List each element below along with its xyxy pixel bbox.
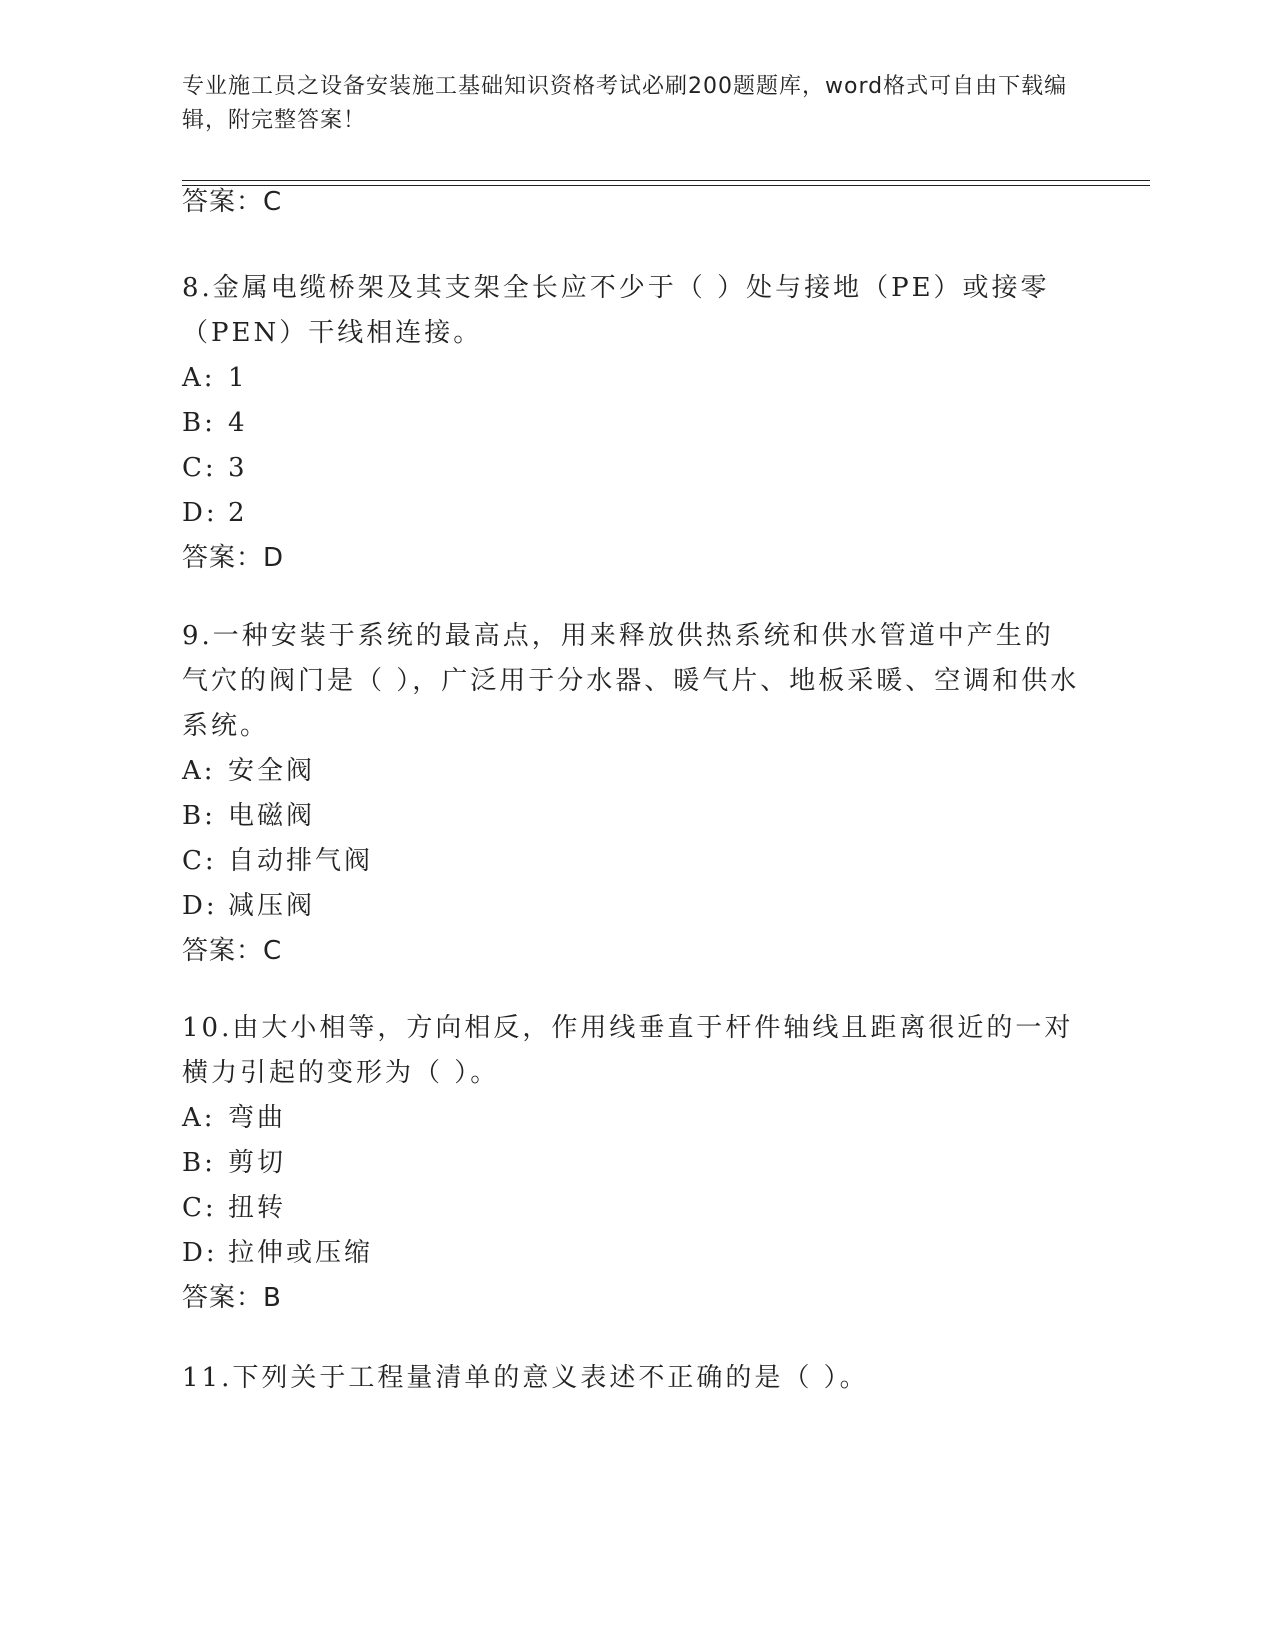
option-key: D :	[182, 884, 228, 929]
header-divider-top	[182, 180, 1150, 181]
option-d	[182, 491, 1082, 536]
option-text: 安全阀	[228, 756, 316, 786]
option-text: 电磁阀	[228, 801, 316, 831]
option-text: 弯曲	[228, 1103, 287, 1133]
question-text: 11.下列关于工程量清单的意义表述不正确的是（ ）。	[182, 1363, 869, 1393]
option-key: A :	[182, 749, 228, 794]
question-11	[182, 1356, 1082, 1401]
option-text: 2	[228, 498, 248, 528]
option-c	[182, 1186, 1082, 1231]
answer-label: 答案：	[182, 187, 264, 217]
question-9	[182, 614, 1082, 974]
option-text: 1	[228, 363, 248, 393]
header-divider-bottom	[182, 185, 1150, 186]
previous-answer	[182, 184, 282, 220]
answer-value: C	[263, 936, 283, 966]
option-text: 4	[228, 408, 248, 438]
answer-value: D	[263, 543, 285, 573]
option-text: 自动排气阀	[228, 846, 374, 876]
answer	[182, 536, 1082, 581]
answer-label: 答案：	[182, 1283, 264, 1313]
option-d	[182, 884, 1082, 929]
option-key: A :	[182, 1096, 228, 1141]
option-c	[182, 839, 1082, 884]
option-text: 3	[228, 453, 248, 483]
question-8	[182, 266, 1082, 581]
option-text: 减压阀	[228, 891, 316, 921]
option-b	[182, 401, 1082, 446]
option-key: C :	[182, 1186, 228, 1231]
question-text: 9.一种安装于系统的最高点，用来释放供热系统和供水管道中产生的气穴的阀门是（ ），广泛用于分水器、暖气片、地板采暖、空调和供水系统。	[182, 621, 1080, 741]
option-key: B :	[182, 401, 228, 446]
option-c	[182, 446, 1082, 491]
answer-label: 答案：	[182, 936, 264, 966]
option-a	[182, 1096, 1082, 1141]
option-b	[182, 794, 1082, 839]
header-title: 专业施工员之设备安装施工基础知识资格考试必刷200题题库，word格式可自由下载编辑，附完整答案！	[182, 74, 1068, 133]
answer-label: 答案：	[182, 543, 264, 573]
option-b	[182, 1141, 1082, 1186]
option-key: D :	[182, 491, 228, 536]
option-key: D :	[182, 1231, 228, 1276]
option-key: C :	[182, 839, 228, 884]
answer-value: B	[263, 1283, 282, 1313]
question-text: 10.由大小相等，方向相反，作用线垂直于杆件轴线且距离很近的一对横力引起的变形为（ ）。	[182, 1013, 1074, 1088]
answer	[182, 929, 1082, 974]
answer-value: C	[263, 187, 283, 217]
option-text: 扭转	[228, 1193, 287, 1223]
option-d	[182, 1231, 1082, 1276]
option-key: C :	[182, 446, 228, 491]
document-header	[182, 70, 1102, 138]
option-key: A :	[182, 356, 228, 401]
question-10	[182, 1006, 1082, 1321]
option-a	[182, 356, 1082, 401]
option-a	[182, 749, 1082, 794]
option-key: B :	[182, 794, 228, 839]
option-text: 剪切	[228, 1148, 287, 1178]
option-key: B :	[182, 1141, 228, 1186]
question-text: 8.金属电缆桥架及其支架全长应不少于（ ）处与接地（PE）或接零（PEN）干线相连接。	[182, 273, 1050, 348]
answer	[182, 1276, 1082, 1321]
option-text: 拉伸或压缩	[228, 1238, 374, 1268]
